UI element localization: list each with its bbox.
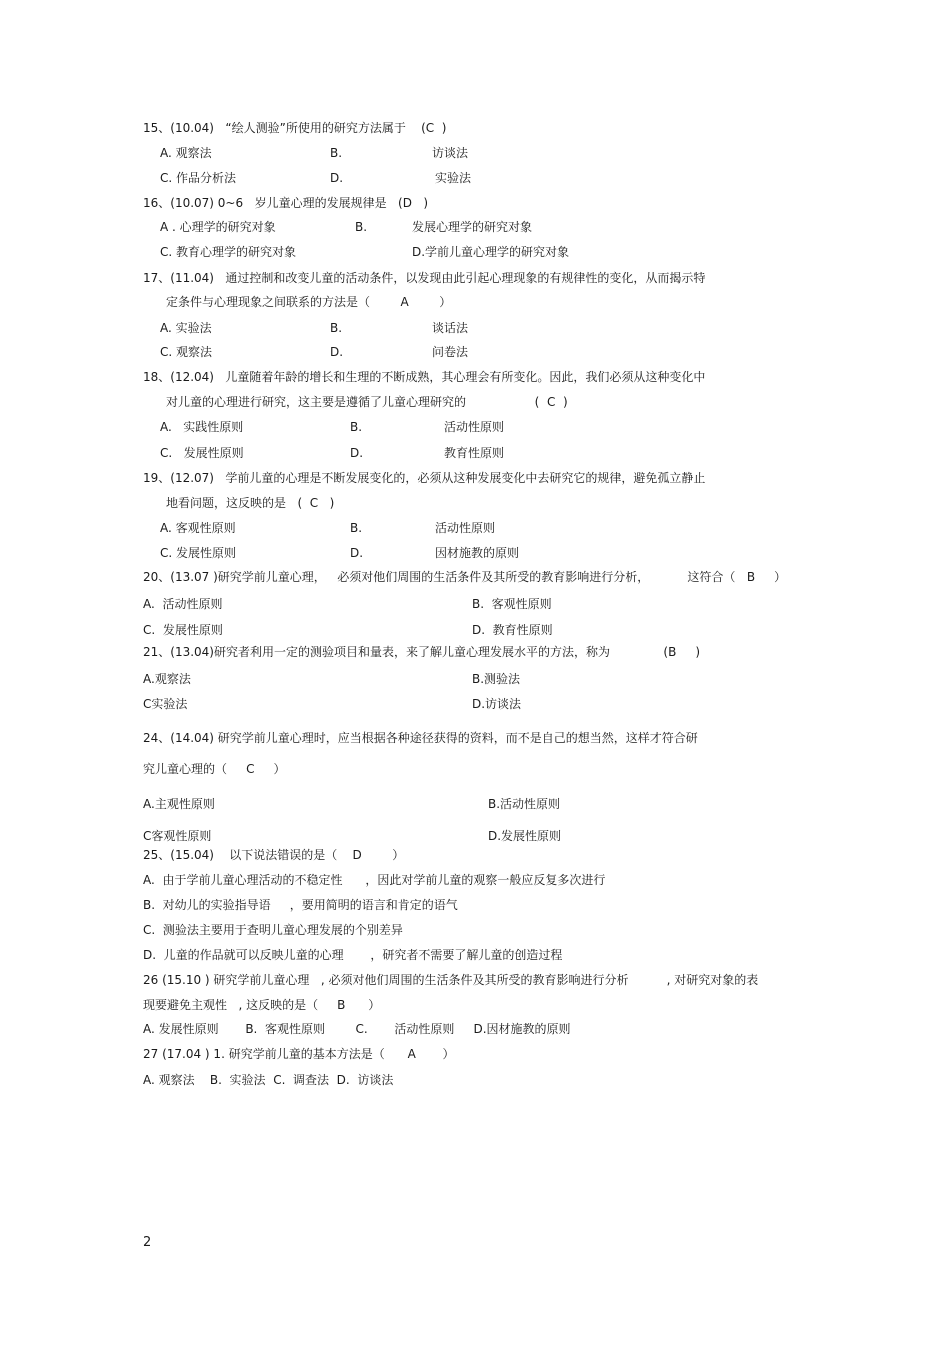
- question-20-option-d: D. 教育性原则: [472, 623, 553, 637]
- question-25-stem: 25、(15.04) 以下说法错误的是（ D ）: [143, 848, 405, 862]
- question-16-option-a: A . 心理学的研究对象: [160, 220, 276, 234]
- question-16-option-b-text: 发展心理学的研究对象: [412, 220, 533, 234]
- question-25-option-b: B. 对幼儿的实验指导语 ，要用简明的语言和肯定的语气: [143, 898, 458, 912]
- question-19-option-d-label: D.: [350, 546, 364, 560]
- question-24-option-d: D.发展性原则: [488, 829, 562, 843]
- question-16-option-d: D.学前儿童心理学的研究对象: [412, 245, 570, 259]
- question-27-options: A. 观察法 B. 实验法 C. 调查法 D. 访谈法: [143, 1073, 394, 1087]
- question-17-option-b-label: B.: [330, 321, 343, 335]
- question-16-option-c: C. 教育心理学的研究对象: [160, 245, 297, 259]
- question-15-option-c: C. 作品分析法: [160, 171, 237, 185]
- question-15-stem: 15、(10.04) “绘人测验”所使用的研究方法属于 (C ): [143, 121, 447, 135]
- question-21-option-d: D.访谈法: [472, 697, 522, 711]
- question-25-option-c: C. 测验法主要用于查明儿童心理发展的个别差异: [143, 923, 403, 937]
- question-17-option-b-text: 谈话法: [432, 321, 469, 335]
- question-27-stem: 27 (17.04 ) 1. 研究学前儿童的基本方法是（ A ）: [143, 1047, 455, 1061]
- question-19-option-b-label: B.: [350, 521, 363, 535]
- question-20-stem: 20、(13.07 )研究学前儿童心理， 必须对他们周围的生活条件及其所受的教育影响进行分析， 这符合（ B ）: [143, 570, 787, 584]
- question-17-option-d-label: D.: [330, 345, 344, 359]
- question-24-option-a: A.主观性原则: [143, 797, 215, 811]
- question-21-option-c: C实验法: [143, 697, 188, 711]
- question-26-stem-line1: 26 (15.10 ) 研究学前儿童心理 , 必须对他们周围的生活条件及其所受的教育影响进行分析 , 对研究对象的表: [143, 973, 759, 987]
- question-17-stem-line2: 定条件与心理现象之间联系的方法是（ A ）: [166, 295, 452, 309]
- question-17-stem-line1: 17、(11.04) 通过控制和改变儿童的活动条件，以发现由此引起心理现象的有规律性的变化，从而揭示特: [143, 271, 706, 285]
- question-20-option-a: A. 活动性原则: [143, 597, 223, 611]
- question-21-option-a: A.观察法: [143, 672, 191, 686]
- question-17-option-c: C. 观察法: [160, 345, 213, 359]
- question-25-option-d: D. 儿童的作品就可以反映儿童的心理 ，研究者不需要了解儿童的创造过程: [143, 948, 563, 962]
- question-26-stem-line2: 现要避免主观性 , 这反映的是（ B ）: [143, 998, 381, 1012]
- question-16-option-b-label: B.: [355, 220, 368, 234]
- question-15-option-d-text: 实验法: [435, 171, 472, 185]
- question-19-stem-line2: 地看问题，这反映的是 ( C ): [166, 496, 335, 510]
- question-19-stem-line1: 19、(12.07) 学前儿童的心理是不断发展变化的，必须从这种发展变化中去研究它的规律，避免孤立静止: [143, 471, 706, 485]
- question-19-option-b-text: 活动性原则: [435, 521, 496, 535]
- question-25-option-a: A. 由于学前儿童心理活动的不稳定性 ，因此对学前儿童的观察一般应反复多次进行: [143, 873, 606, 887]
- question-18-option-d-label: D.: [350, 446, 364, 460]
- question-15-option-b-label: B.: [330, 146, 343, 160]
- question-24-option-c: C客观性原则: [143, 829, 212, 843]
- question-18-stem-line1: 18、(12.04) 儿童随着年龄的增长和生理的不断成熟，其心理会有所变化。因此，我们必须从这种变化中: [143, 370, 706, 384]
- question-18-option-d-text: 教育性原则: [444, 446, 505, 460]
- question-16-stem: 16、(10.07) 0~6 岁儿童心理的发展规律是 (D ): [143, 196, 429, 210]
- question-19-option-c: C. 发展性原则: [160, 546, 237, 560]
- question-18-option-c: C. 发展性原则: [160, 446, 244, 460]
- question-18-stem-line2: 对儿童的心理进行研究，这主要是遵循了儿童心理研究的 ( C ): [166, 395, 568, 409]
- question-19-option-d-text: 因材施教的原则: [435, 546, 520, 560]
- question-24-option-b: B.活动性原则: [488, 797, 561, 811]
- question-18-option-b-text: 活动性原则: [444, 420, 505, 434]
- question-17-option-a: A. 实验法: [160, 321, 212, 335]
- page-number: 2: [143, 1235, 152, 1250]
- question-26-options: A. 发展性原则 B. 客观性原则 C. 活动性原则 D.因材施教的原则: [143, 1022, 571, 1036]
- question-15-option-d-label: D.: [330, 171, 344, 185]
- question-17-option-d-text: 问卷法: [432, 345, 469, 359]
- question-18-option-a: A. 实践性原则: [160, 420, 244, 434]
- question-15-option-b-text: 访谈法: [432, 146, 469, 160]
- question-18-option-b-label: B.: [350, 420, 363, 434]
- question-24-stem-line2: 究儿童心理的（ C ）: [143, 762, 286, 776]
- question-20-option-c: C. 发展性原则: [143, 623, 223, 637]
- question-19-option-a: A. 客观性原则: [160, 521, 236, 535]
- question-24-stem-line1: 24、(14.04) 研究学前儿童心理时，应当根据各种途径获得的资料，而不是自己的想当然，这样才符合研: [143, 731, 698, 745]
- question-21-stem: 21、(13.04)研究者利用一定的测验项目和量表，来了解儿童心理发展水平的方法，称为 (B ): [143, 645, 701, 659]
- question-20-option-b: B. 客观性原则: [472, 597, 552, 611]
- question-21-option-b: B.测验法: [472, 672, 521, 686]
- question-15-option-a: A. 观察法: [160, 146, 212, 160]
